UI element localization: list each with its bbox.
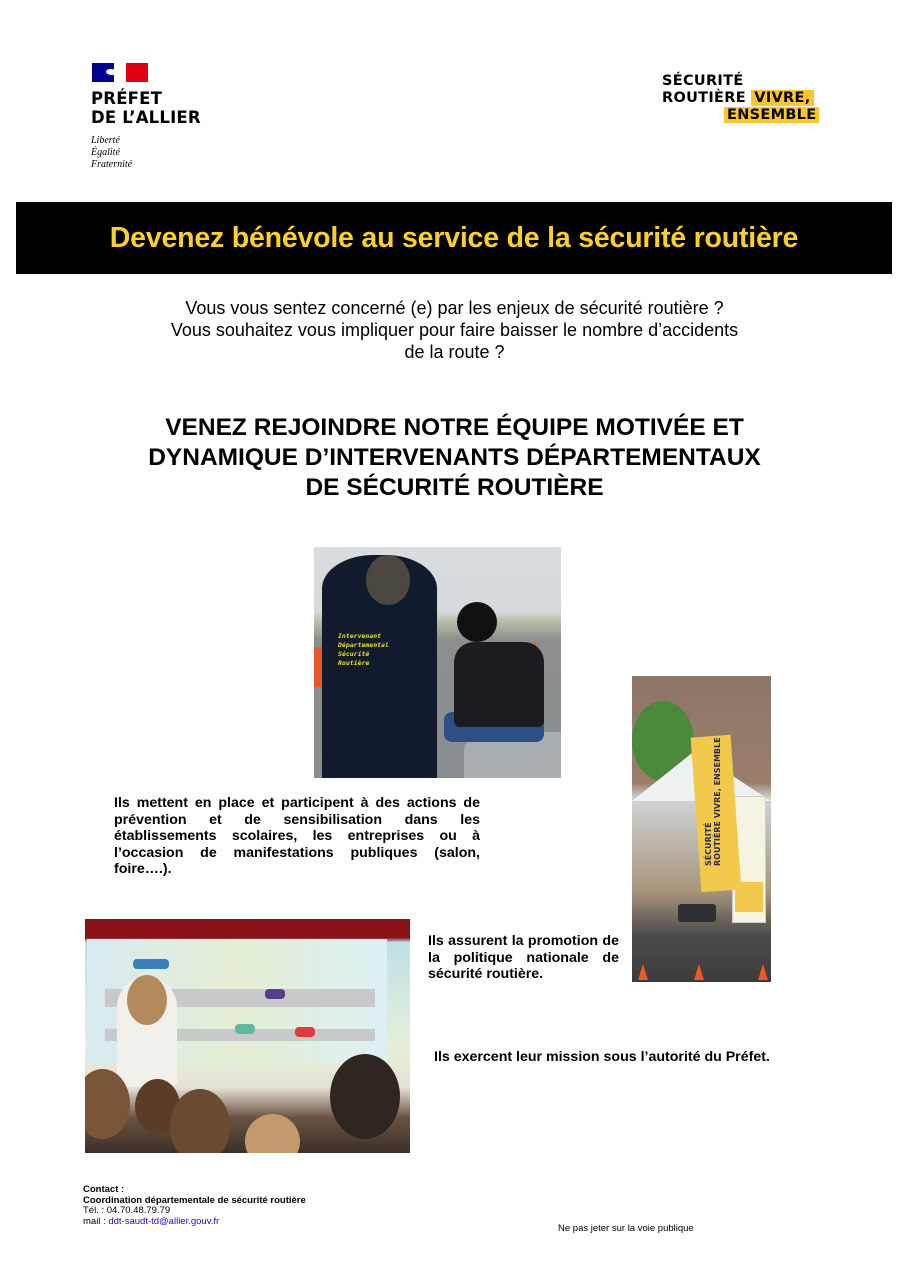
footer-note: Ne pas jeter sur la voie publique: [558, 1223, 694, 1234]
motto-line: Fraternité: [91, 159, 133, 170]
helmet: [457, 602, 497, 642]
intro-questions: [0, 297, 909, 363]
contact-mail-row: [83, 1217, 306, 1228]
cta-line: DYNAMIQUE D’INTERVENANTS DÉPARTEMENTAUX: [148, 444, 761, 471]
flag-banner-text: [704, 737, 722, 866]
paragraph-promotion: Ils assurent la promotion de la politique nationale de sécurité routière.: [428, 933, 619, 982]
phone-number: 04.70.48.79.79: [106, 1205, 171, 1216]
flag-text-line: ROUTIÈRE VIVRE, ENSEMBLE: [713, 737, 722, 866]
shirt-print-line: Intervenant: [338, 632, 382, 640]
poster-car: [265, 989, 285, 999]
photo-information-stand: [632, 676, 771, 982]
shirt-print-line: Routière: [338, 659, 370, 667]
prefecture-name-line: PRÉFET: [91, 89, 163, 108]
paragraph-mission: Ils exercent leur mission sous l’autorité du Préfet.: [434, 1049, 770, 1065]
motto-line: Égalité: [91, 147, 120, 158]
intro-line: de la route ?: [404, 342, 505, 362]
mail-label: mail :: [83, 1215, 109, 1227]
poster-bus: [133, 959, 169, 969]
logo-line-1: SÉCURITÉ: [662, 73, 744, 89]
contact-block: [83, 1185, 306, 1227]
child-head: [245, 1114, 300, 1153]
logo-highlight-ensemble: ENSEMBLE: [724, 107, 819, 123]
flag-text-line: SÉCURITÉ: [704, 822, 713, 866]
prefecture-name-line: DE L’ALLIER: [91, 108, 201, 127]
shirt-print: [338, 632, 389, 668]
poster-car: [295, 1027, 315, 1037]
contact-label: Contact :: [83, 1184, 125, 1195]
title-banner: [16, 202, 892, 274]
traffic-cone-icon: [694, 964, 704, 980]
flag-red-band: [126, 63, 148, 82]
shirt-print-line: Départemental: [338, 641, 389, 649]
cta-line: VENEZ REJOINDRE NOTRE ÉQUIPE MOTIVÉE ET: [165, 414, 744, 441]
motorcyclist: [454, 642, 544, 727]
logo-line-2: [662, 90, 819, 107]
child-head: [330, 1054, 400, 1139]
call-to-action-heading: [0, 413, 909, 503]
securite-routiere-logo: [662, 73, 819, 124]
marianne-flag-logo-icon: [92, 63, 148, 82]
contact-organization: Coordination départementale de sécurité routière: [83, 1194, 306, 1206]
intro-line: Vous vous sentez concerné (e) par les enjeux de sécurité routière ?: [185, 298, 724, 318]
logo-line-2-plain: ROUTIÈRE: [662, 90, 746, 106]
poster-car: [235, 1024, 255, 1034]
photo-school-workshop: [85, 919, 410, 1153]
paragraph-actions: Ils mettent en place et participent à des actions de prévention et de sensibilisation dans les établissements scolaires, les entreprises ou à l’occasion de manifestations publiques (salon, foire….).: [114, 795, 480, 877]
traffic-cone-icon: [638, 964, 648, 980]
marianne-profile: [114, 63, 126, 82]
shirt-print-line: Sécurité: [338, 650, 370, 658]
prefecture-name: [91, 89, 201, 127]
flag-base: [678, 904, 716, 922]
logo-line-3: [662, 107, 819, 124]
child-hair: [127, 975, 167, 1025]
republic-motto: [91, 135, 132, 171]
phone-label: Tél. :: [83, 1205, 107, 1216]
traffic-cone-icon: [758, 964, 768, 980]
photo-motorcycle-training: [314, 547, 561, 778]
flag-blue-band: [92, 63, 114, 82]
volunteer-head: [366, 555, 410, 605]
child-head: [170, 1089, 230, 1153]
cta-line: DE SÉCURITÉ ROUTIÈRE: [305, 474, 604, 501]
banner-title: Devenez bénévole au service de la sécurité routière: [109, 221, 799, 254]
motto-line: Liberté: [91, 135, 120, 146]
logo-highlight-vivre: VIVRE,: [751, 90, 813, 106]
email-link[interactable]: ddt-saudt-td@allier.gouv.fr: [108, 1215, 220, 1227]
intro-line: Vous souhaitez vous impliquer pour faire baisser le nombre d’accidents: [170, 320, 739, 340]
